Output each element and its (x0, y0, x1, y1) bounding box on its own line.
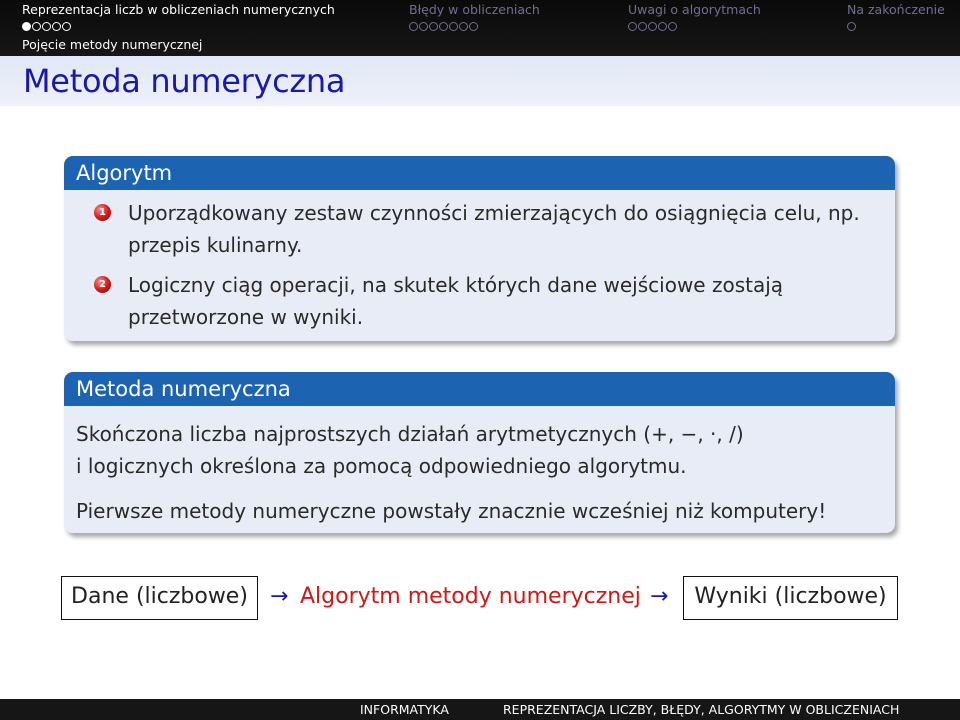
footer-bar (0, 699, 960, 720)
subsection-title: Pojęcie metody numerycznej (22, 37, 203, 52)
algorithm-block-title: Algorytm (64, 156, 895, 190)
nav-dot[interactable] (658, 22, 667, 31)
numerical-method-block-body (64, 406, 895, 533)
nav-section-title[interactable]: Błędy w obliczeniach (409, 2, 540, 17)
algorithm-block-body (64, 190, 895, 341)
nav-progress-dots (628, 22, 761, 31)
page-title: Metoda numeryczna (23, 62, 346, 100)
definition-line: Skończona liczba najprostszych działań arytmetycznych (+, −, ·, /) (76, 422, 744, 446)
nav-section-title[interactable]: Reprezentacja liczb w obliczeniach numerycznych (22, 2, 335, 17)
nav-dot[interactable] (439, 22, 448, 31)
nav-section-algorithms[interactable] (628, 3, 761, 31)
algorithm-block (64, 156, 895, 341)
nav-section-representation[interactable] (22, 3, 335, 31)
enumeration-ball-icon: 2 (94, 276, 111, 293)
nav-section-title[interactable]: Na zakończenie (847, 2, 945, 17)
definition-line: i logicznych określona za pomocą odpowiedniego algorytmu. (76, 454, 687, 478)
nav-dot[interactable] (648, 22, 657, 31)
arrow-right-icon: → (270, 584, 289, 609)
remark-line: Pierwsze metody numeryczne powstały znacznie wcześniej niż komputery! (76, 499, 827, 523)
nav-dot[interactable] (409, 22, 418, 31)
nav-progress-dots (22, 22, 335, 31)
nav-section-errors[interactable] (409, 3, 540, 31)
nav-dot[interactable] (32, 22, 41, 31)
numerical-method-block-title: Metoda numeryczna (64, 372, 895, 406)
nav-section-conclusion[interactable] (847, 3, 945, 31)
nav-dot[interactable] (459, 22, 468, 31)
input-data-box: Dane (liczbowe) (61, 576, 258, 620)
list-item-text: Uporządkowany zestaw czynności zmierzających do osiągnięcia celu, np. przepis kulinarny. (128, 201, 860, 257)
list-item-text: Logiczny ciąg operacji, na skutek których dane wejściowe zostają przetworzone w wyniki. (128, 273, 784, 329)
nav-progress-dots (409, 22, 540, 31)
numerical-method-block (64, 372, 895, 533)
enumeration-ball-icon: 1 (94, 204, 111, 221)
nav-dot[interactable] (22, 22, 31, 31)
nav-dot[interactable] (469, 22, 478, 31)
nav-section-title[interactable]: Uwagi o algorytmach (628, 2, 761, 17)
nav-dot[interactable] (42, 22, 51, 31)
footer-left-text: INFORMATYKA (360, 702, 449, 717)
nav-dot[interactable] (419, 22, 428, 31)
arrow-right-icon: → (650, 584, 669, 609)
nav-dot[interactable] (429, 22, 438, 31)
nav-dot[interactable] (449, 22, 458, 31)
nav-dot[interactable] (668, 22, 677, 31)
navigation-bar (0, 0, 960, 56)
output-data-box: Wyniki (liczbowe) (683, 576, 898, 620)
nav-dot[interactable] (847, 22, 856, 31)
frame-title-bar (0, 56, 960, 106)
nav-dot[interactable] (638, 22, 647, 31)
nav-dot[interactable] (62, 22, 71, 31)
nav-dot[interactable] (52, 22, 61, 31)
nav-progress-dots (847, 22, 945, 31)
footer-right-text: REPREZENTACJA LICZBY, BŁĘDY, ALGORYTMY W OBLICZENIACH (503, 702, 900, 717)
nav-dot[interactable] (628, 22, 637, 31)
algorithm-label: Algorytm metody numerycznej (300, 584, 641, 609)
